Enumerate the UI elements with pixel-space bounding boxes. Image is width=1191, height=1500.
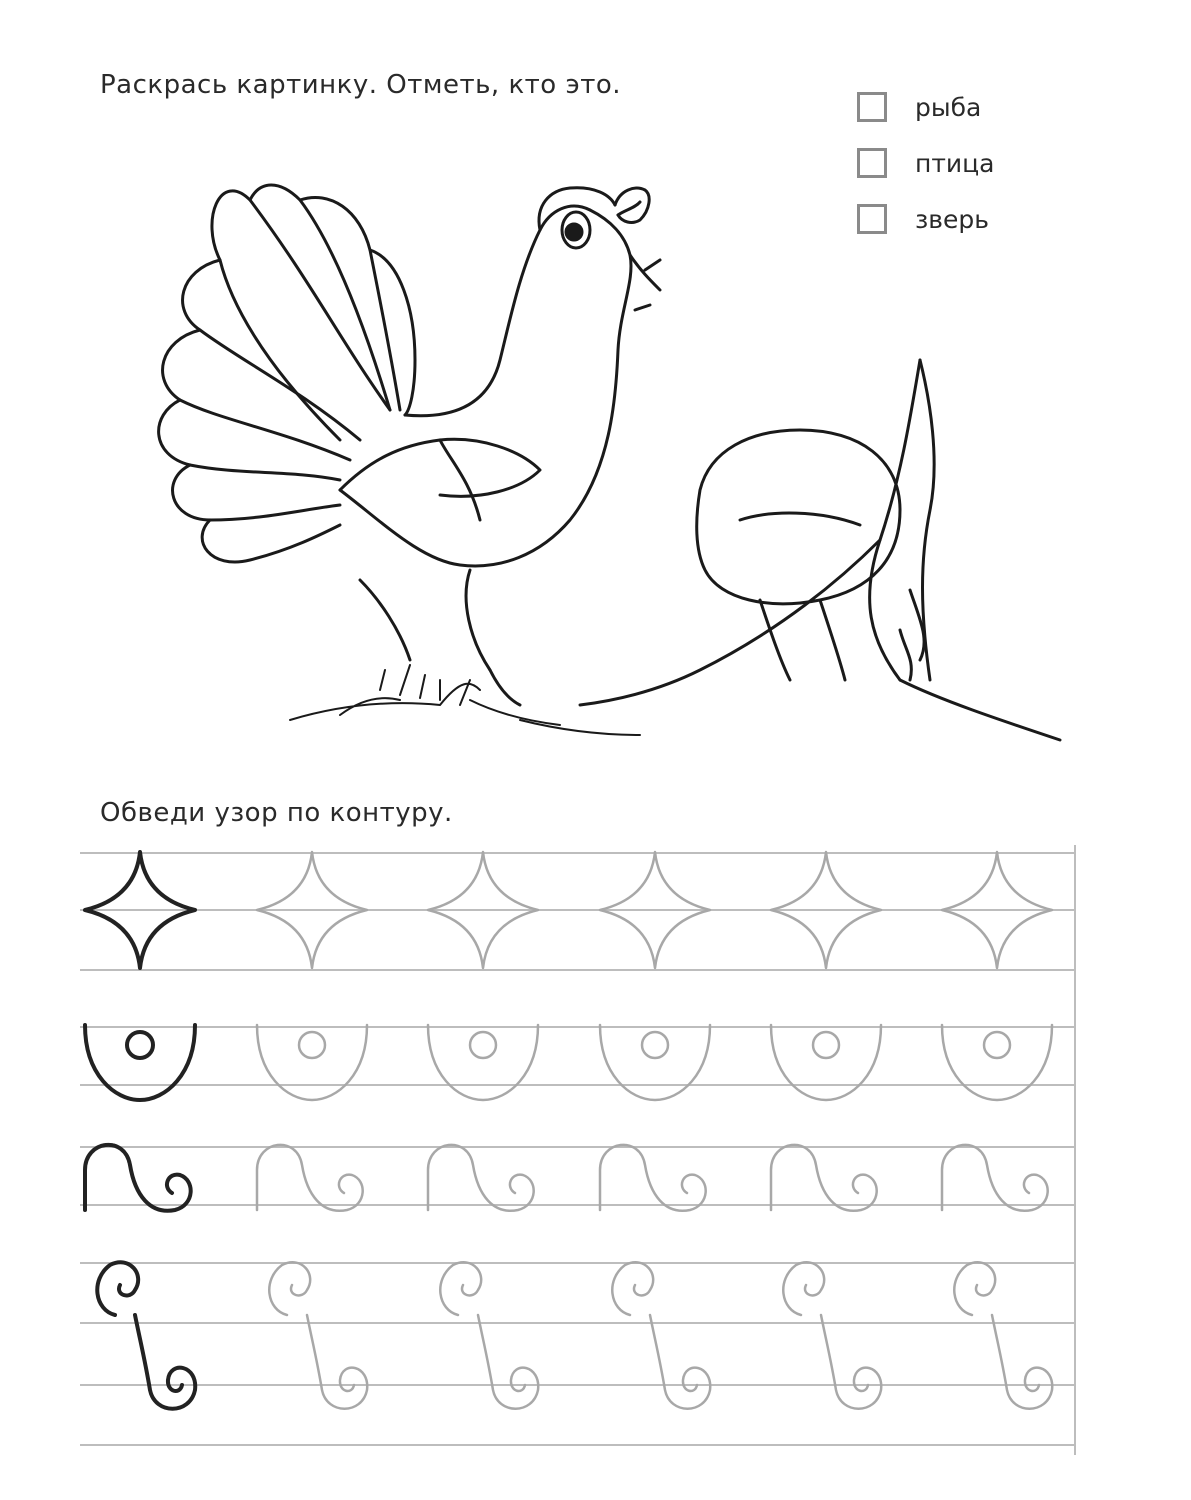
- task1-instruction: Раскрась картинку. Отметь, кто это.: [100, 70, 622, 100]
- bird-tail: [159, 185, 415, 562]
- mushroom: [697, 430, 900, 680]
- ruled-lines: [80, 845, 1075, 1455]
- pattern-row-double-curl: [97, 1262, 1052, 1408]
- double-curl-trace[interactable]: [440, 1262, 538, 1408]
- task2-instruction: Обведи узор по контуру.: [100, 798, 453, 828]
- wave-curl-trace[interactable]: [942, 1145, 1048, 1211]
- grass: [290, 665, 640, 735]
- arc-with-circle-sample: [85, 1025, 195, 1100]
- bird-body: [340, 206, 631, 705]
- coloring-illustration: [140, 160, 1080, 760]
- arc-with-circle-trace[interactable]: [257, 1025, 367, 1100]
- double-curl-trace[interactable]: [783, 1262, 881, 1408]
- option-fish-label: рыба: [915, 92, 982, 122]
- pattern-row-arc-with-circle: [85, 1025, 1052, 1100]
- pattern-row-wave-curl: [85, 1145, 1048, 1211]
- wave-curl-sample: [85, 1145, 191, 1211]
- option-fish[interactable]: [857, 90, 995, 124]
- wave-curl-trace[interactable]: [771, 1145, 877, 1211]
- double-curl-sample: [97, 1262, 195, 1408]
- stump: [580, 360, 1060, 740]
- double-curl-trace[interactable]: [954, 1262, 1052, 1408]
- arc-with-circle-trace[interactable]: [771, 1025, 881, 1100]
- bird-head: [539, 188, 660, 310]
- wave-curl-trace[interactable]: [257, 1145, 363, 1211]
- option-bird-label: птица: [915, 148, 995, 178]
- double-curl-trace[interactable]: [269, 1262, 367, 1408]
- pattern-rows: [85, 852, 1052, 1409]
- checkbox-fish[interactable]: [857, 92, 887, 122]
- double-curl-trace[interactable]: [612, 1262, 710, 1408]
- arc-with-circle-trace[interactable]: [600, 1025, 710, 1100]
- wave-curl-trace[interactable]: [428, 1145, 534, 1211]
- option-beast-label: зверь: [915, 204, 990, 234]
- arc-with-circle-trace[interactable]: [942, 1025, 1052, 1100]
- tracing-worksheet: [70, 835, 1090, 1465]
- arc-with-circle-trace[interactable]: [428, 1025, 538, 1100]
- wave-curl-trace[interactable]: [600, 1145, 706, 1211]
